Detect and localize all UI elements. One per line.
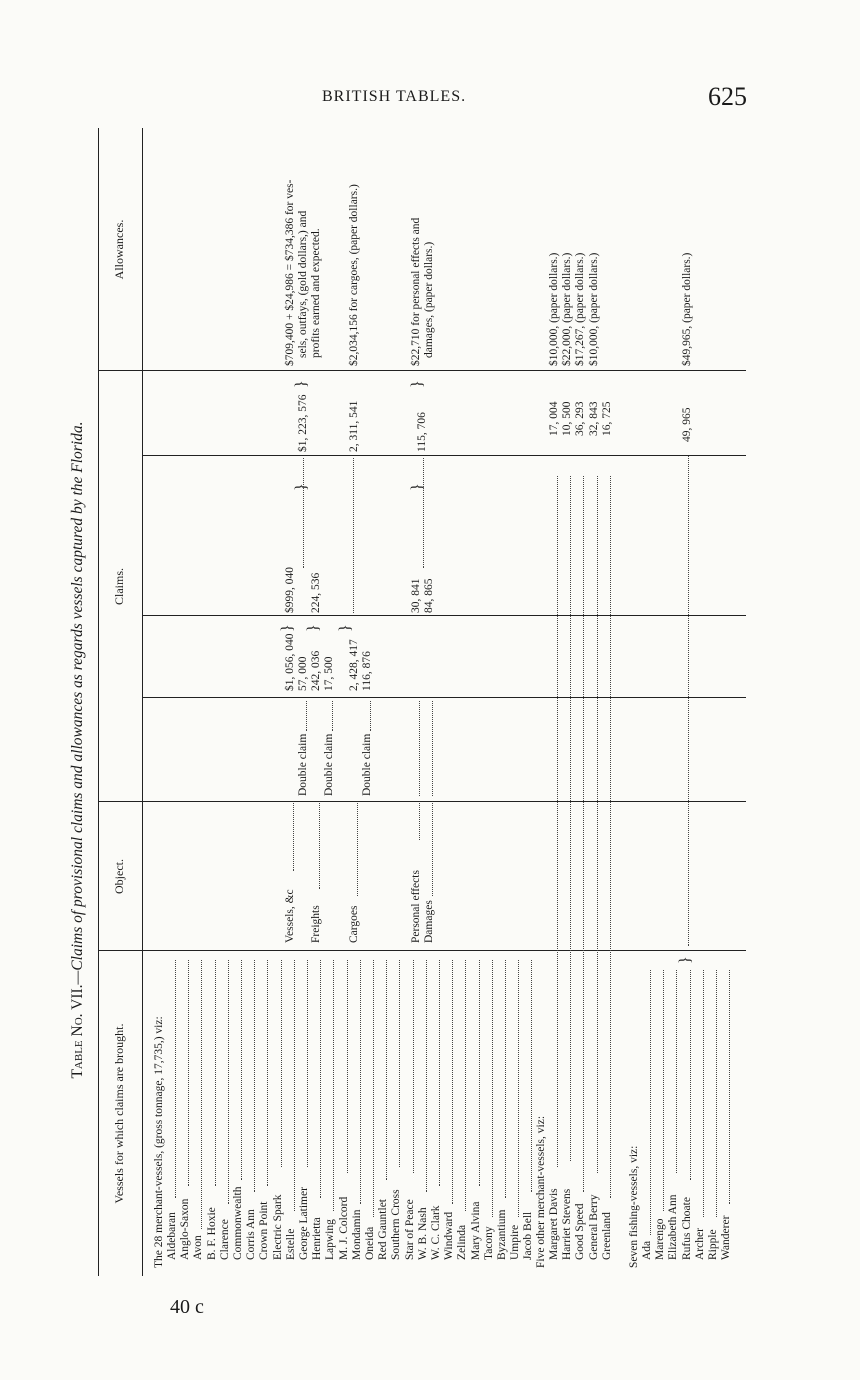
- vessel-name: Greenland: [600, 1212, 613, 1260]
- claim-total-2: 2, 311, 541: [348, 400, 360, 452]
- dot-leader: [452, 960, 453, 1204]
- brace-vessels: }: [279, 624, 296, 632]
- dot-leader: [319, 803, 320, 889]
- dot-leader: [583, 476, 584, 1192]
- claims-subrule-3: [142, 455, 746, 456]
- col-head-allowances: Allowances.: [112, 219, 126, 280]
- brace-allow-3: }: [409, 380, 426, 388]
- object-label: Cargoes: [348, 905, 360, 943]
- dot-leader: [505, 960, 506, 1198]
- allowance-g1-line2: sels, outfays, (gold dollars,) and: [297, 210, 309, 358]
- dot-leader: [281, 960, 282, 1167]
- dot-leader: [228, 960, 229, 1204]
- vessel-name: Umpire: [509, 1224, 522, 1260]
- claim-amount: $1, 056, 040: [284, 633, 296, 691]
- claim-amount: 57, 000: [297, 656, 309, 691]
- dot-leader: [690, 970, 691, 1180]
- dot-leader: [663, 970, 664, 1211]
- allowance-value: $17,267, (paper dollars.): [574, 252, 587, 366]
- dot-leader: [479, 960, 480, 1186]
- vessel-name: Zelinda: [456, 1224, 469, 1260]
- vessel-name: Electric Spark: [271, 1194, 284, 1260]
- vessel-name: Byzantium: [496, 1209, 508, 1260]
- allowance-g1-line3: profits earned and expected.: [310, 228, 322, 358]
- brace-total-1: }: [293, 483, 310, 491]
- table-top-rule: [98, 128, 99, 1276]
- vessel-name: M. J. Colcord: [337, 1196, 350, 1260]
- running-head: BRITISH TABLES.: [322, 88, 467, 105]
- dot-leader: [703, 970, 704, 1217]
- dot-leader: [347, 960, 348, 1173]
- claim-net-freights: 224, 536: [310, 572, 322, 613]
- leader-total-3: [423, 458, 424, 568]
- claim-net-personal: 30, 841: [410, 578, 422, 613]
- table-caption: [69, 330, 87, 1170]
- claim-amount: 116, 876: [361, 651, 373, 691]
- dot-leader: [386, 960, 387, 1180]
- signature-mark: 40 c: [170, 1296, 204, 1318]
- vessel-name: Rufus Choate: [680, 1197, 693, 1260]
- dot-leader: [254, 960, 255, 1192]
- vessel-name: Margaret Davis: [548, 1188, 560, 1260]
- allowance-g1-line5: $22,710 for personal effects and: [410, 217, 422, 366]
- dot-leader: [518, 960, 519, 1217]
- dot-leader: [332, 701, 333, 731]
- claims-subrule-2: [142, 615, 746, 616]
- claim-amount: 10, 500: [561, 401, 574, 436]
- vessel-name: Crown Point: [258, 1201, 271, 1260]
- object-note: Double claim: [361, 733, 373, 796]
- vessel-name: George Latimer: [298, 1187, 310, 1260]
- dot-leader: [439, 960, 440, 1186]
- brace-group3: }: [677, 956, 694, 964]
- claim-total-1: $1, 223, 576: [297, 394, 309, 452]
- object-label: Personal effects: [410, 870, 422, 943]
- object-label: Vessels, &c: [284, 889, 296, 943]
- brace-freights: }: [305, 624, 322, 632]
- vessel-name: Aldebaran: [166, 1212, 178, 1260]
- dot-leader: [399, 960, 400, 1167]
- vessel-name: Ada: [641, 1240, 653, 1260]
- dot-leader: [215, 960, 216, 1186]
- dot-leader: [360, 960, 361, 1204]
- dot-leader: [357, 803, 358, 896]
- leader-total-2: [353, 458, 354, 613]
- vessel-name: Jacob Bell: [522, 1211, 535, 1260]
- vessel-name: Anglo-Saxon: [179, 1198, 192, 1260]
- vessel-name: Lapwing: [324, 1219, 337, 1260]
- allowance-g1-line6: damages, (paper dollars.): [423, 241, 435, 358]
- vessel-name: Star of Peace: [403, 1199, 416, 1260]
- dot-leader: [650, 970, 651, 1235]
- brace-allow-1: }: [293, 380, 310, 388]
- dot-leader: [426, 960, 427, 1192]
- dot-leader: [597, 476, 598, 1173]
- claim-amount: 16, 725: [600, 401, 613, 436]
- dot-leader: [676, 970, 677, 1173]
- dot-leader: [267, 960, 268, 1186]
- dot-leader: [320, 960, 321, 1198]
- vessel-name: General Berry: [587, 1194, 600, 1260]
- group1-heading: The 28 merchant-vessels, (gross tonnage, 17,735,) viz:: [153, 1016, 165, 1268]
- col-head-vessels: Vessels for which claims are brought.: [112, 1023, 126, 1204]
- allowance-value: $10,000, (paper dollars.): [587, 252, 600, 366]
- vessel-name: Windward: [443, 1211, 456, 1260]
- object-label: Damages: [423, 900, 435, 943]
- caption-text: —Claims of provisional claims and allowances as regards vessels captured by the Florida.: [69, 421, 86, 985]
- vessel-name: Ripple: [707, 1229, 719, 1260]
- object-note: Double claim: [297, 733, 309, 796]
- dot-leader: [716, 970, 717, 1217]
- leader-group3: [688, 456, 689, 946]
- col-head-claims: Claims.: [112, 568, 126, 606]
- allowance-g1-line4: $2,034,156 for cargoes, (paper dollars.): [348, 184, 360, 366]
- claim-amount: 32, 843: [587, 401, 600, 436]
- dot-leader: [188, 960, 189, 1186]
- leader-total-1: [303, 458, 304, 568]
- table-head-rule: [142, 128, 143, 1276]
- claim-net-damages: 84, 865: [423, 578, 435, 613]
- dot-leader: [413, 960, 414, 1173]
- dot-leader: [241, 960, 242, 1180]
- allowance-g1-line1: $709,400 + $24,986 = $734,386 for ves-: [284, 179, 296, 366]
- object-label: Freights: [310, 905, 322, 943]
- vessel-name: W. C. Clark: [430, 1205, 442, 1260]
- dot-leader: [432, 803, 433, 896]
- vessel-name: Henrietta: [311, 1217, 324, 1260]
- group3-heading: Seven fishing-vessels, viz:: [628, 1145, 640, 1268]
- dot-leader: [201, 960, 202, 1229]
- vessel-name: Commonwealth: [232, 1186, 244, 1260]
- page-number: 625: [708, 82, 747, 111]
- dot-leader: [610, 476, 611, 1198]
- brace-cargoes: }: [337, 624, 354, 632]
- vessel-name: Mondamin: [350, 1209, 363, 1260]
- claim-total-3: 115, 706: [416, 412, 428, 452]
- allowance-value: $22,000, (paper dollars.): [561, 252, 574, 366]
- object-note: Double claim: [323, 733, 335, 796]
- group3-allowance: $49,965, (paper dollars.): [681, 252, 693, 366]
- vessel-name: Tacony: [482, 1226, 495, 1260]
- claim-amount: 36, 293: [574, 401, 587, 436]
- vessel-name: Good Speed: [574, 1203, 587, 1260]
- vessel-name: Estelle: [284, 1228, 297, 1260]
- dot-leader: [293, 803, 294, 871]
- dot-leader: [432, 701, 433, 796]
- col-rule-1: [98, 950, 746, 951]
- group3-claim: 49, 965: [681, 407, 693, 442]
- dot-leader: [729, 970, 730, 1204]
- dot-leader: [531, 960, 532, 1192]
- dot-leader: [419, 701, 420, 796]
- claim-amount: 242, 036: [310, 650, 322, 691]
- dot-leader: [465, 960, 466, 1211]
- col-head-object: Object.: [112, 859, 126, 894]
- vessel-name: Oneida: [364, 1226, 376, 1260]
- brace-personal: }: [409, 483, 426, 491]
- vessel-name: Marengo: [654, 1218, 667, 1260]
- claim-net-vessels: $999, 040: [284, 567, 296, 613]
- col-rule-2: [98, 801, 746, 802]
- vessel-name: W. B. Nash: [416, 1207, 429, 1260]
- dot-leader: [557, 476, 558, 1167]
- vessel-name: Archer: [693, 1228, 706, 1260]
- vessel-name: Corris Ann: [245, 1209, 258, 1260]
- col-rule-3: [98, 370, 746, 371]
- vessel-name: Red Gauntlet: [377, 1199, 390, 1260]
- dot-leader: [419, 803, 420, 840]
- vessel-name: B. F. Hoxie: [205, 1207, 218, 1260]
- group2-heading: Five other merchant-vessels, viz:: [535, 1115, 547, 1268]
- rotated-table: [98, 126, 748, 1276]
- dot-leader: [492, 960, 493, 1217]
- allowance-value: $10,000, (paper dollars.): [548, 252, 560, 366]
- dot-leader: [370, 701, 371, 731]
- vessel-name: Southern Cross: [390, 1189, 403, 1260]
- vessel-name: Elizabeth Ann: [667, 1194, 680, 1260]
- dot-leader: [294, 960, 295, 1211]
- vessel-name: Clarence: [218, 1219, 231, 1260]
- dot-leader: [175, 960, 176, 1198]
- dot-leader: [307, 960, 308, 1167]
- caption-label: Table No. VII.: [69, 984, 86, 1079]
- claims-subrule-1: [142, 697, 746, 698]
- vessel-name: Mary Alvina: [469, 1201, 482, 1260]
- dot-leader: [570, 476, 571, 1161]
- dot-leader: [373, 960, 374, 1217]
- vessel-name: Wanderer: [720, 1215, 733, 1260]
- claim-amount: 2, 428, 417: [348, 639, 360, 691]
- claim-amount: 17, 500: [323, 656, 335, 691]
- vessel-name: Avon: [192, 1235, 205, 1260]
- vessel-name: Harriet Stevens: [561, 1188, 574, 1260]
- dot-leader: [333, 960, 334, 1211]
- dot-leader: [306, 701, 307, 731]
- claim-amount: 17, 004: [548, 401, 560, 436]
- table-caption-wrap: [58, 330, 98, 1170]
